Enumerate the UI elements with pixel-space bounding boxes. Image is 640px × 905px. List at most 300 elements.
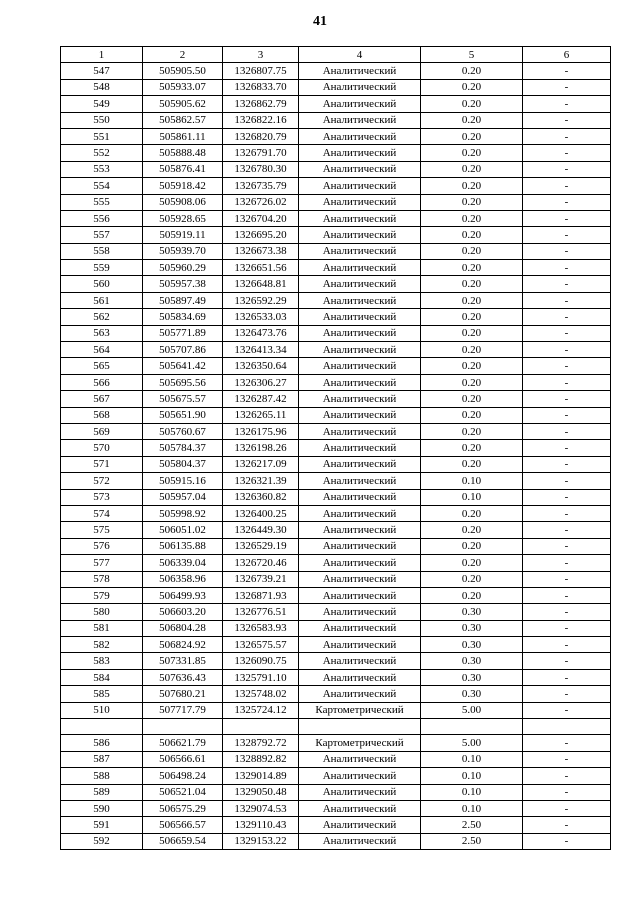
point-number-cell: 554 (61, 178, 143, 194)
note-cell: - (523, 178, 611, 194)
x-coordinate-cell: 505957.04 (143, 489, 223, 505)
point-number-cell: 584 (61, 669, 143, 685)
table-row (61, 669, 611, 685)
method-cell: Аналитический (299, 161, 421, 177)
note-cell: - (523, 145, 611, 161)
table-row (61, 260, 611, 276)
y-coordinate-cell (223, 719, 299, 735)
table-row (61, 538, 611, 554)
table-row (61, 473, 611, 489)
x-coordinate-cell: 505888.48 (143, 145, 223, 161)
method-cell: Аналитический (299, 620, 421, 636)
table-row (61, 276, 611, 292)
table-row (61, 227, 611, 243)
point-number-cell: 565 (61, 358, 143, 374)
x-coordinate-cell: 505707.86 (143, 342, 223, 358)
table-row (61, 292, 611, 308)
point-number-cell: 567 (61, 391, 143, 407)
precision-cell: 0.20 (421, 292, 523, 308)
table-row (61, 833, 611, 849)
note-cell: - (523, 555, 611, 571)
method-cell: Аналитический (299, 440, 421, 456)
x-coordinate-cell: 505908.06 (143, 194, 223, 210)
point-number-cell: 576 (61, 538, 143, 554)
precision-cell: 0.20 (421, 243, 523, 259)
precision-cell: 0.10 (421, 800, 523, 816)
method-cell: Аналитический (299, 325, 421, 341)
precision-cell: 0.10 (421, 784, 523, 800)
table-row (61, 440, 611, 456)
y-coordinate-cell: 1326592.29 (223, 292, 299, 308)
method-cell: Аналитический (299, 407, 421, 423)
method-cell: Аналитический (299, 276, 421, 292)
precision-cell: 0.20 (421, 227, 523, 243)
note-cell: - (523, 587, 611, 603)
x-coordinate-cell: 505641.42 (143, 358, 223, 374)
point-number-cell: 585 (61, 686, 143, 702)
note-cell: - (523, 784, 611, 800)
y-coordinate-cell: 1326776.51 (223, 604, 299, 620)
y-coordinate-cell: 1329050.48 (223, 784, 299, 800)
method-cell: Аналитический (299, 653, 421, 669)
method-cell: Аналитический (299, 96, 421, 112)
table-row (61, 817, 611, 833)
x-coordinate-cell: 506339.04 (143, 555, 223, 571)
method-cell: Аналитический (299, 374, 421, 390)
y-coordinate-cell: 1326306.27 (223, 374, 299, 390)
precision-cell: 0.20 (421, 358, 523, 374)
method-cell: Аналитический (299, 669, 421, 685)
precision-cell: 0.20 (421, 571, 523, 587)
table-row (61, 620, 611, 636)
y-coordinate-cell: 1326533.03 (223, 309, 299, 325)
note-cell: - (523, 669, 611, 685)
method-cell: Аналитический (299, 358, 421, 374)
point-number-cell: 588 (61, 768, 143, 784)
point-number-cell: 574 (61, 505, 143, 521)
note-cell: - (523, 456, 611, 472)
point-number-cell: 583 (61, 653, 143, 669)
table-row (61, 96, 611, 112)
point-number-cell: 579 (61, 587, 143, 603)
point-number-cell: 577 (61, 555, 143, 571)
table-row (61, 342, 611, 358)
y-coordinate-cell: 1326360.82 (223, 489, 299, 505)
precision-cell: 0.20 (421, 555, 523, 571)
note-cell: - (523, 276, 611, 292)
table-row (61, 800, 611, 816)
point-number-cell: 553 (61, 161, 143, 177)
method-cell: Аналитический (299, 292, 421, 308)
note-cell: - (523, 522, 611, 538)
y-coordinate-cell: 1329153.22 (223, 833, 299, 849)
precision-cell: 0.30 (421, 620, 523, 636)
table-row (61, 309, 611, 325)
note-cell: - (523, 325, 611, 341)
precision-cell: 0.20 (421, 342, 523, 358)
note-cell: - (523, 489, 611, 505)
x-coordinate-cell: 505928.65 (143, 210, 223, 226)
table-row (61, 391, 611, 407)
point-number-cell: 559 (61, 260, 143, 276)
table-row (61, 522, 611, 538)
point-number-cell: 573 (61, 489, 143, 505)
method-cell: Аналитический (299, 686, 421, 702)
x-coordinate-cell: 505695.56 (143, 374, 223, 390)
method-cell: Аналитический (299, 833, 421, 849)
note-cell: - (523, 440, 611, 456)
point-number-cell: 587 (61, 751, 143, 767)
point-number-cell: 551 (61, 128, 143, 144)
precision-cell: 0.20 (421, 309, 523, 325)
method-cell: Аналитический (299, 423, 421, 439)
table-row (61, 407, 611, 423)
x-coordinate-cell: 505915.16 (143, 473, 223, 489)
note-cell: - (523, 505, 611, 521)
method-cell: Аналитический (299, 128, 421, 144)
y-coordinate-cell: 1326651.56 (223, 260, 299, 276)
y-coordinate-cell: 1326449.30 (223, 522, 299, 538)
column-header-3: 3 (223, 47, 299, 63)
y-coordinate-cell: 1326321.39 (223, 473, 299, 489)
table-row (61, 161, 611, 177)
x-coordinate-cell: 505905.62 (143, 96, 223, 112)
precision-cell: 0.20 (421, 522, 523, 538)
precision-cell: 0.30 (421, 604, 523, 620)
precision-cell: 0.20 (421, 96, 523, 112)
precision-cell: 0.20 (421, 161, 523, 177)
precision-cell: 0.10 (421, 751, 523, 767)
note-cell: - (523, 817, 611, 833)
point-number-cell: 562 (61, 309, 143, 325)
note-cell: - (523, 768, 611, 784)
column-header-1: 1 (61, 47, 143, 63)
y-coordinate-cell: 1326583.93 (223, 620, 299, 636)
x-coordinate-cell: 505834.69 (143, 309, 223, 325)
table-row (61, 194, 611, 210)
method-cell: Аналитический (299, 571, 421, 587)
point-number-cell: 589 (61, 784, 143, 800)
method-cell: Аналитический (299, 637, 421, 653)
note-cell: - (523, 194, 611, 210)
point-number-cell: 569 (61, 423, 143, 439)
point-number-cell: 510 (61, 702, 143, 718)
table-row (61, 719, 611, 735)
method-cell: Аналитический (299, 260, 421, 276)
note-cell: - (523, 620, 611, 636)
page-number: 41 (313, 14, 327, 29)
note-cell: - (523, 391, 611, 407)
y-coordinate-cell: 1326822.16 (223, 112, 299, 128)
point-number-cell: 590 (61, 800, 143, 816)
y-coordinate-cell: 1329074.53 (223, 800, 299, 816)
note-cell: - (523, 96, 611, 112)
note-cell: - (523, 374, 611, 390)
x-coordinate-cell: 506804.28 (143, 620, 223, 636)
method-cell: Аналитический (299, 391, 421, 407)
y-coordinate-cell: 1326090.75 (223, 653, 299, 669)
y-coordinate-cell: 1328892.82 (223, 751, 299, 767)
column-header-2: 2 (143, 47, 223, 63)
method-cell: Аналитический (299, 604, 421, 620)
precision-cell: 0.10 (421, 489, 523, 505)
y-coordinate-cell: 1326833.70 (223, 79, 299, 95)
x-coordinate-cell: 506358.96 (143, 571, 223, 587)
y-coordinate-cell: 1326473.76 (223, 325, 299, 341)
table-row (61, 505, 611, 521)
method-cell: Аналитический (299, 227, 421, 243)
x-coordinate-cell: 506575.29 (143, 800, 223, 816)
table-row (61, 210, 611, 226)
y-coordinate-cell: 1326198.26 (223, 440, 299, 456)
method-cell: Аналитический (299, 342, 421, 358)
y-coordinate-cell: 1326862.79 (223, 96, 299, 112)
note-cell: - (523, 112, 611, 128)
y-coordinate-cell: 1326529.19 (223, 538, 299, 554)
point-number-cell: 578 (61, 571, 143, 587)
point-number-cell: 592 (61, 833, 143, 849)
point-number-cell: 556 (61, 210, 143, 226)
precision-cell: 0.20 (421, 178, 523, 194)
header-row (61, 47, 611, 63)
y-coordinate-cell: 1326871.93 (223, 587, 299, 603)
table-row (61, 112, 611, 128)
point-number-cell: 552 (61, 145, 143, 161)
y-coordinate-cell: 1326413.34 (223, 342, 299, 358)
x-coordinate-cell: 505651.90 (143, 407, 223, 423)
note-cell: - (523, 473, 611, 489)
note-cell: - (523, 63, 611, 79)
precision-cell: 0.30 (421, 637, 523, 653)
y-coordinate-cell: 1326780.30 (223, 161, 299, 177)
table-row (61, 456, 611, 472)
y-coordinate-cell: 1326726.02 (223, 194, 299, 210)
point-number-cell: 582 (61, 637, 143, 653)
x-coordinate-cell: 507680.21 (143, 686, 223, 702)
precision-cell: 0.20 (421, 587, 523, 603)
table-row (61, 128, 611, 144)
x-coordinate-cell: 505862.57 (143, 112, 223, 128)
precision-cell: 0.10 (421, 768, 523, 784)
point-number-cell: 564 (61, 342, 143, 358)
precision-cell: 2.50 (421, 833, 523, 849)
table-body (61, 63, 611, 850)
point-number-cell: 563 (61, 325, 143, 341)
method-cell: Аналитический (299, 587, 421, 603)
point-number-cell: 560 (61, 276, 143, 292)
y-coordinate-cell: 1325724.12 (223, 702, 299, 718)
table-row (61, 604, 611, 620)
method-cell: Аналитический (299, 522, 421, 538)
x-coordinate-cell: 505861.11 (143, 128, 223, 144)
method-cell: Аналитический (299, 751, 421, 767)
y-coordinate-cell: 1326287.42 (223, 391, 299, 407)
table-row (61, 489, 611, 505)
method-cell: Аналитический (299, 538, 421, 554)
table-row (61, 751, 611, 767)
note-cell: - (523, 735, 611, 751)
y-coordinate-cell: 1325748.02 (223, 686, 299, 702)
x-coordinate-cell: 507331.85 (143, 653, 223, 669)
precision-cell: 0.20 (421, 505, 523, 521)
method-cell: Аналитический (299, 112, 421, 128)
table-row (61, 178, 611, 194)
table-row (61, 784, 611, 800)
note-cell: - (523, 210, 611, 226)
point-number-cell: 586 (61, 735, 143, 751)
y-coordinate-cell: 1329110.43 (223, 817, 299, 833)
method-cell: Картометрический (299, 702, 421, 718)
precision-cell: 0.20 (421, 194, 523, 210)
table-row (61, 686, 611, 702)
precision-cell: 0.20 (421, 63, 523, 79)
precision-cell: 0.20 (421, 374, 523, 390)
x-coordinate-cell: 505933.07 (143, 79, 223, 95)
point-number-cell: 555 (61, 194, 143, 210)
note-cell: - (523, 538, 611, 554)
y-coordinate-cell: 1329014.89 (223, 768, 299, 784)
note-cell: - (523, 653, 611, 669)
x-coordinate-cell: 506621.79 (143, 735, 223, 751)
table-row (61, 358, 611, 374)
precision-cell: 0.20 (421, 276, 523, 292)
precision-cell: 0.20 (421, 407, 523, 423)
point-number-cell: 558 (61, 243, 143, 259)
precision-cell: 0.20 (421, 423, 523, 439)
precision-cell: 0.10 (421, 473, 523, 489)
note-cell: - (523, 79, 611, 95)
precision-cell (421, 719, 523, 735)
y-coordinate-cell: 1326704.20 (223, 210, 299, 226)
x-coordinate-cell (143, 719, 223, 735)
x-coordinate-cell: 506603.20 (143, 604, 223, 620)
precision-cell: 0.30 (421, 686, 523, 702)
point-number-cell: 591 (61, 817, 143, 833)
precision-cell: 0.20 (421, 260, 523, 276)
precision-cell: 0.20 (421, 325, 523, 341)
note-cell: - (523, 686, 611, 702)
point-number-cell: 568 (61, 407, 143, 423)
note-cell: - (523, 751, 611, 767)
method-cell: Аналитический (299, 243, 421, 259)
table-row (61, 79, 611, 95)
x-coordinate-cell: 505771.89 (143, 325, 223, 341)
table-row (61, 325, 611, 341)
method-cell: Аналитический (299, 784, 421, 800)
point-number-cell: 557 (61, 227, 143, 243)
table-row (61, 735, 611, 751)
x-coordinate-cell: 505957.38 (143, 276, 223, 292)
method-cell: Аналитический (299, 817, 421, 833)
method-cell: Картометрический (299, 735, 421, 751)
x-coordinate-cell: 505939.70 (143, 243, 223, 259)
table-header (61, 47, 611, 63)
note-cell: - (523, 342, 611, 358)
note-cell: - (523, 800, 611, 816)
method-cell: Аналитический (299, 63, 421, 79)
precision-cell: 2.50 (421, 817, 523, 833)
x-coordinate-cell: 505919.11 (143, 227, 223, 243)
table-row (61, 555, 611, 571)
y-coordinate-cell: 1326820.79 (223, 128, 299, 144)
table-row (61, 374, 611, 390)
x-coordinate-cell: 506824.92 (143, 637, 223, 653)
point-number-cell: 566 (61, 374, 143, 390)
table-row (61, 637, 611, 653)
y-coordinate-cell: 1326735.79 (223, 178, 299, 194)
point-number-cell: 561 (61, 292, 143, 308)
x-coordinate-cell: 506499.93 (143, 587, 223, 603)
point-number-cell: 547 (61, 63, 143, 79)
note-cell: - (523, 292, 611, 308)
x-coordinate-cell: 506498.24 (143, 768, 223, 784)
method-cell: Аналитический (299, 210, 421, 226)
note-cell: - (523, 833, 611, 849)
y-coordinate-cell: 1326673.38 (223, 243, 299, 259)
y-coordinate-cell: 1326695.20 (223, 227, 299, 243)
note-cell (523, 719, 611, 735)
table-row (61, 243, 611, 259)
method-cell (299, 719, 421, 735)
note-cell: - (523, 604, 611, 620)
note-cell: - (523, 227, 611, 243)
x-coordinate-cell: 505960.29 (143, 260, 223, 276)
point-number-cell: 580 (61, 604, 143, 620)
y-coordinate-cell: 1326648.81 (223, 276, 299, 292)
y-coordinate-cell: 1326217.09 (223, 456, 299, 472)
x-coordinate-cell: 506135.88 (143, 538, 223, 554)
table-row (61, 571, 611, 587)
table-row (61, 587, 611, 603)
point-number-cell: 548 (61, 79, 143, 95)
y-coordinate-cell: 1325791.10 (223, 669, 299, 685)
x-coordinate-cell: 505876.41 (143, 161, 223, 177)
point-number-cell: 550 (61, 112, 143, 128)
method-cell: Аналитический (299, 178, 421, 194)
precision-cell: 0.20 (421, 112, 523, 128)
x-coordinate-cell: 506566.57 (143, 817, 223, 833)
x-coordinate-cell: 505675.57 (143, 391, 223, 407)
precision-cell: 0.20 (421, 538, 523, 554)
x-coordinate-cell: 505998.92 (143, 505, 223, 521)
point-number-cell: 571 (61, 456, 143, 472)
precision-cell: 0.20 (421, 440, 523, 456)
precision-cell: 0.20 (421, 145, 523, 161)
note-cell: - (523, 260, 611, 276)
precision-cell: 0.20 (421, 128, 523, 144)
method-cell: Аналитический (299, 768, 421, 784)
method-cell: Аналитический (299, 489, 421, 505)
note-cell: - (523, 423, 611, 439)
note-cell: - (523, 702, 611, 718)
y-coordinate-cell: 1326265.11 (223, 407, 299, 423)
method-cell: Аналитический (299, 456, 421, 472)
point-number-cell: 572 (61, 473, 143, 489)
y-coordinate-cell: 1326791.70 (223, 145, 299, 161)
x-coordinate-cell: 505804.37 (143, 456, 223, 472)
y-coordinate-cell: 1326739.21 (223, 571, 299, 587)
precision-cell: 5.00 (421, 702, 523, 718)
method-cell: Аналитический (299, 145, 421, 161)
precision-cell: 5.00 (421, 735, 523, 751)
method-cell: Аналитический (299, 555, 421, 571)
point-number-cell: 549 (61, 96, 143, 112)
precision-cell: 0.20 (421, 391, 523, 407)
table-row (61, 63, 611, 79)
x-coordinate-cell: 506566.61 (143, 751, 223, 767)
method-cell: Аналитический (299, 194, 421, 210)
precision-cell: 0.20 (421, 456, 523, 472)
